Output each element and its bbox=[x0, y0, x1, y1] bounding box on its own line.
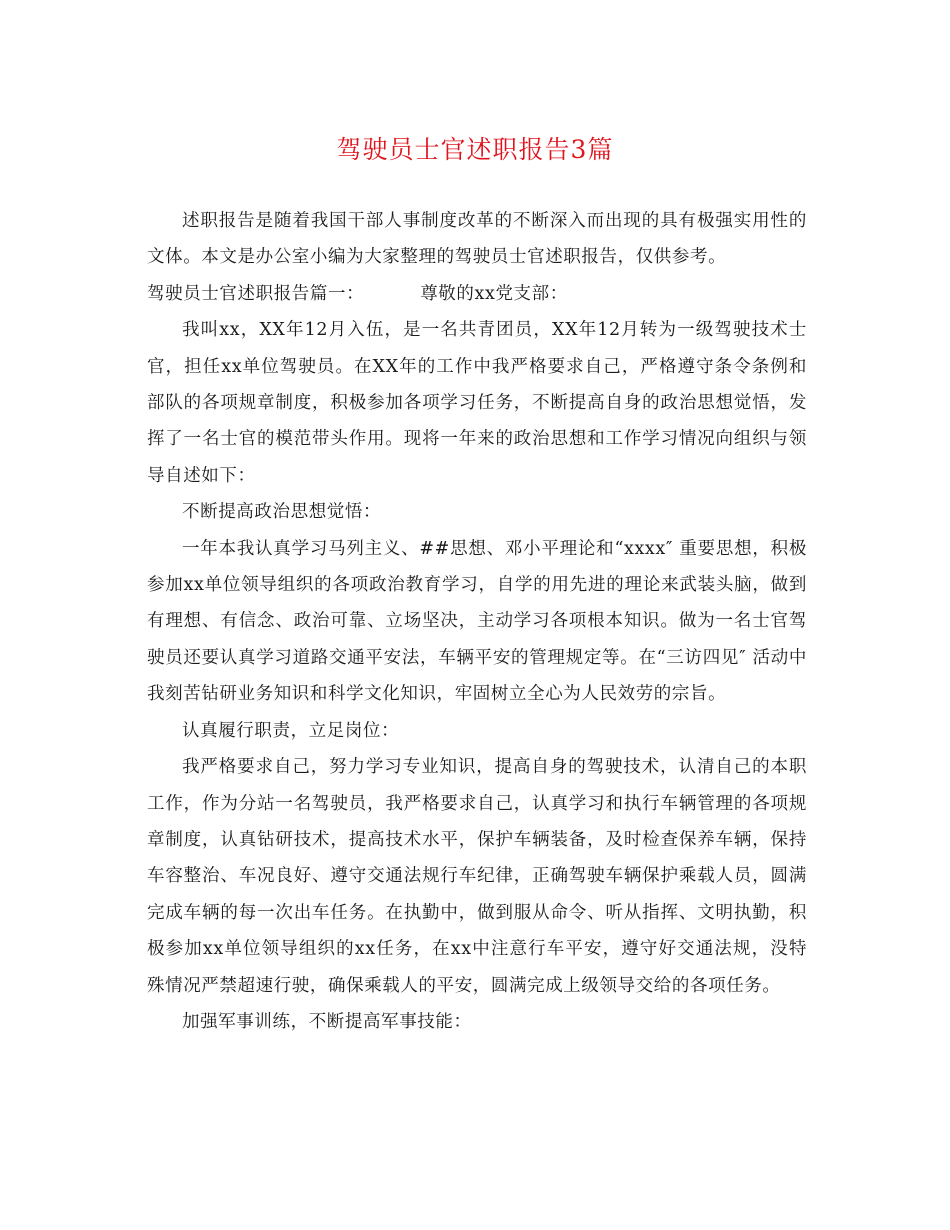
intro-paragraph: 述职报告是随着我国干部人事制度改革的不断深入而出现的具有极强实用性的文体。本文是办公室小编为大家整理的驾驶员士官述职报告，仅供参考。 bbox=[147, 211, 807, 268]
article-heading: 驾驶员士官述职报告篇一： bbox=[147, 283, 365, 304]
document-title: 驾驶员士官述职报告3篇 bbox=[336, 135, 614, 164]
article-heading-line bbox=[147, 276, 807, 312]
document-body bbox=[147, 203, 807, 1040]
paragraph-political-study: 一年本我认真学习马列主义、##思想、邓小平理论和“xxxx″ 重要思想，积极参加xx单位领导组织的各项政治教育学习，自学的用先进的理论来武装头脑，做到有理想、有信念、政治可靠、立场坚决，主动学习各项根本知识。做为一名士官驾驶员还要认真学习道路交通平安法，车辆平安的管理规定等。在“三访四见″ 活动中我刻苦钻研业务知识和科学文化知识，牢固树立全心为人民效劳的宗旨。 bbox=[147, 538, 807, 705]
paragraph-self-introduction: 我叫xx，XX年12月入伍，是一名共青团员，XX年12月转为一级驾驶技术士官，担任xx单位驾驶员。在XX年的工作中我严格要求自己，严格遵守条令条例和部队的各项规章制度，积极参加各项学习任务，不断提高自身的政治思想觉悟，发挥了一名士官的模范带头作用。现将一年来的政治思想和工作学习情况向组织与领导自述如下： bbox=[147, 320, 807, 486]
salutation: 尊敬的xx党支部： bbox=[420, 283, 568, 304]
section-heading-political: 不断提高政治思想觉悟： bbox=[182, 502, 382, 523]
section-heading-duties: 认真履行职责，立足岗位： bbox=[182, 720, 400, 741]
section-heading-training: 加强军事训练，不断提高军事技能： bbox=[182, 1011, 472, 1032]
paragraph-duties: 我严格要求自己，努力学习专业知识，提高自身的驾驶技术，认清自己的本职工作，作为分站一名驾驶员，我严格要求自己，认真学习和执行车辆管理的各项规章制度，认真钻研技术，提高技术水平，保护车辆装备，及时检查保养车辆，保持车容整治、车况良好、遵守交通法规行车纪律，正确驾驶车辆保护乘载人员，圆满完成车辆的每一次出车任务。在执勤中，做到服从命令、听从指挥、文明执勤，积极参加xx单位领导组织的xx任务，在xx中注意行车平安，遵守好交通法规，没特殊情况严禁超速行驶，确保乘载人的平安，圆满完成上级领导交给的各项任务。 bbox=[147, 757, 807, 996]
